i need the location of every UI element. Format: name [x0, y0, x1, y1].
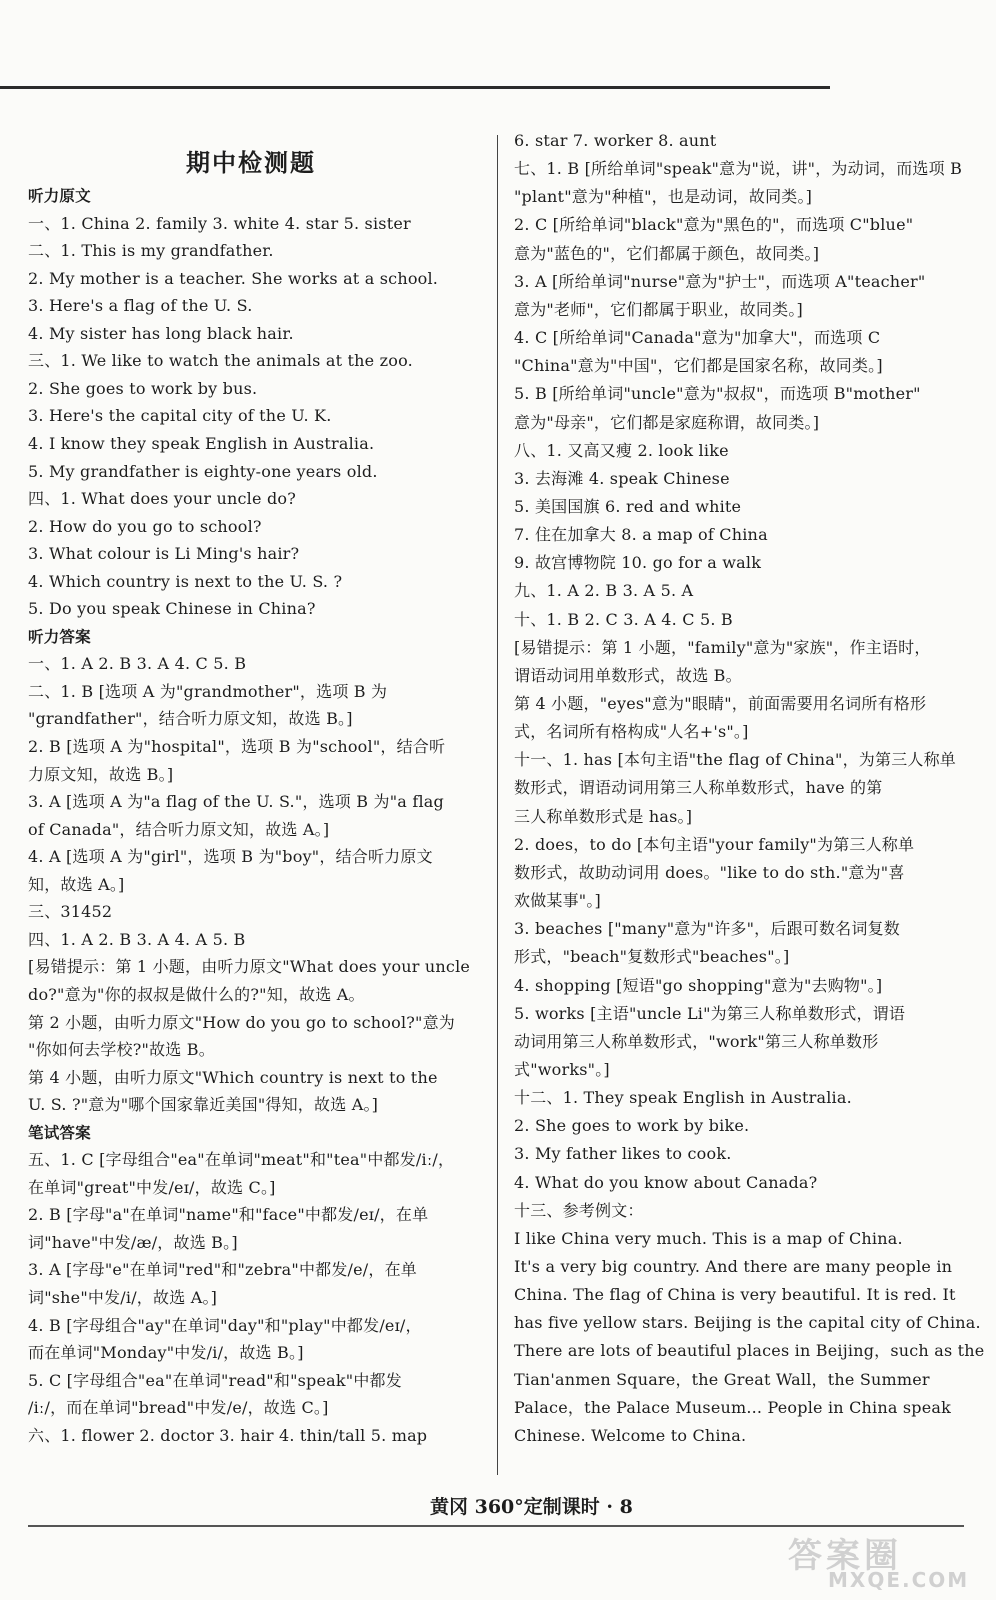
answer-line: 一、1. A 2. B 3. A 4. C 5. B [28, 654, 247, 674]
answer-line: 二、1. This is my grandfather. [28, 241, 274, 261]
answer-line: has five yellow stars. Beijing is the capital city of China. [514, 1313, 981, 1333]
answer-line: There are lots of beautiful places in Beijing，such as the [514, 1341, 985, 1361]
answer-line: 2. B [选项 A 为"hospital"，选项 B 为"school"，结合听 [28, 737, 446, 756]
answer-line: 四、1. A 2. B 3. A 4. A 5. B [28, 929, 246, 949]
answer-line: 第 2 小题，由听力原文"How do you go to school?"意为 [28, 1012, 456, 1032]
section-heading: 听力答案 [28, 627, 91, 646]
answer-line: 4. A [选项 A 为"girl"，选项 B 为"boy"，结合听力原文 [28, 847, 433, 867]
answer-line: U. S. ?"意为"哪个国家靠近美国"得知，故选 A。] [28, 1095, 379, 1115]
answer-line: 五、1. C [字母组合"ea"在单词"meat"和"tea"中都发/iː/， [28, 1150, 455, 1170]
answer-line: 2. She goes to work by bus. [28, 378, 258, 398]
answer-line: 3. A [字母"e"在单词"red"和"zebra"中都发/e/，在单 [28, 1260, 417, 1280]
answer-line: 5. C [字母组合"ea"在单词"read"和"speak"中都发 [28, 1370, 402, 1390]
answer-line: It's a very big country. And there are many people in [514, 1257, 953, 1276]
watermark-main: 答案圈 [788, 1536, 902, 1576]
answer-line: 七、1. B [所给单词"speak"意为"说，讲"，为动词，而选项 B [514, 159, 963, 179]
answer-line: do?"意为"你的叔叔是做什么的?"知，故选 A。 [28, 984, 365, 1004]
answer-line: 4. C [所给单词"Canada"意为"加拿大"，而选项 C [514, 328, 881, 348]
answer-line: 4. Which country is next to the U. S. ? [28, 571, 343, 591]
answer-line: "China"意为"中国"，它们都是国家名称，故同类。] [514, 356, 883, 376]
watermark-sub: MXQE.COM [828, 1568, 970, 1592]
page-title: 期中检测题 [186, 149, 316, 177]
answer-line: 六、1. flower 2. doctor 3. hair 4. thin/tall 5. map [28, 1425, 428, 1445]
answer-line: 三人称单数形式是 has。] [514, 806, 693, 826]
answer-line: 2. How do you go to school? [28, 516, 262, 536]
answer-line: 2. She goes to work by bike. [514, 1116, 750, 1136]
answer-line: 第 4 小题，由听力原文"Which country is next to the [28, 1067, 438, 1087]
answer-line: 2. My mother is a teacher. She works at a school. [28, 268, 439, 288]
answer-line: 4. I know they speak English in Australia. [28, 433, 375, 453]
answer-line: [易错提示：第 1 小题，由听力原文"What does your uncle [28, 957, 471, 977]
answer-line: China. The flag of China is very beautiful. It is red. It [514, 1285, 956, 1305]
answer-line: Chinese. Welcome to China. [514, 1425, 747, 1445]
answer-line: 形式，"beach"复数形式"beaches"。] [514, 947, 790, 967]
answer-line: 5. works [主语"uncle Li"为第三人称单数形式，谓语 [514, 1003, 906, 1023]
answer-line: 2. B [字母"a"在单词"name"和"face"中都发/eɪ/，在单 [28, 1205, 429, 1225]
answer-line: 4. B [字母组合"ay"在单词"day"和"play"中都发/eɪ/， [28, 1315, 422, 1335]
answer-line: 词"have"中发/æ/，故选 B。] [28, 1232, 238, 1252]
answer-line: 式，名词所有格构成"人名+'s"。] [514, 722, 749, 742]
answer-line: Palace，the Palace Museum... People in China speak [514, 1397, 952, 1417]
answer-line: 3. beaches ["many"意为"许多"，后跟可数名词复数 [514, 919, 900, 939]
answer-line: 三、1. We like to watch the animals at the zoo. [28, 351, 413, 371]
answer-line: "你如何去学校?"故选 B。 [28, 1040, 215, 1060]
answer-line: 4. shopping [短语"go shopping"意为"去购物"。] [514, 975, 883, 995]
answer-line: of Canada"，结合听力原文知，故选 A。] [28, 819, 330, 839]
answer-line: 第 4 小题，"eyes"意为"眼睛"，前面需要用名词所有格形 [514, 694, 927, 713]
answer-line: 3. A [选项 A 为"a flag of the U. S."，选项 B 为"a flag [28, 792, 444, 812]
answer-line: 4. What do you know about Canada? [514, 1172, 818, 1192]
answer-line: 式"works"。] [514, 1059, 610, 1079]
answer-line: 十一、1. has [本句主语"the flag of China"，为第三人称单 [514, 750, 956, 770]
answer-line: 5. Do you speak Chinese in China? [28, 599, 316, 619]
answer-line: 谓语动词用单数形式，故选 B。 [514, 665, 742, 685]
answer-line: 3. A [所给单词"nurse"意为"护士"，而选项 A"teacher" [514, 271, 926, 291]
answer-line: 词"she"中发/i/，故选 A。] [28, 1288, 218, 1307]
answer-line: 数形式，故助动词用 does。"like to do sth."意为"喜 [514, 862, 905, 882]
answer-line: 九、1. A 2. B 3. A 5. A [514, 581, 694, 601]
answer-line: 三、31452 [28, 902, 113, 922]
answer-line: 3. Here's the capital city of the U. K. [28, 406, 332, 426]
column-divider [497, 135, 498, 1475]
answer-line: 5. 美国国旗 6. red and white [514, 496, 742, 516]
answer-line: 3. What colour is Li Ming's hair? [28, 544, 300, 564]
answer-line: 欢做某事"。] [514, 891, 602, 911]
answer-line: 知，故选 A。] [28, 874, 125, 894]
answer-line: [易错提示：第 1 小题，"family"意为"家族"，作主语时， [514, 637, 931, 657]
answer-line: 二、1. B [选项 A 为"grandmother"，选项 B 为 [28, 681, 388, 701]
answer-line: 2. C [所给单词"black"意为"黑色的"，而选项 C"blue" [514, 215, 914, 235]
answer-line: 9. 故宫博物院 10. go for a walk [514, 553, 762, 573]
answer-line: 十、1. B 2. C 3. A 4. C 5. B [514, 609, 733, 629]
answer-line: 5. B [所给单词"uncle"意为"叔叔"，而选项 B"mother" [514, 384, 921, 404]
answer-line: 十三、参考例文： [514, 1200, 644, 1220]
footer-rule [28, 1525, 964, 1527]
answer-line: 四、1. What does your uncle do? [28, 489, 297, 509]
answer-line: 意为"母亲"，它们都是家庭称谓，故同类。] [514, 412, 820, 432]
watermark-logo [788, 1528, 988, 1592]
answer-line: 八、1. 又高又瘦 2. look like [514, 440, 729, 460]
answer-line: "grandfather"，结合听力原文知，故选 B。] [28, 709, 353, 729]
answer-line: 意为"蓝色的"，它们都属于颜色，故同类。] [514, 243, 820, 263]
answer-line: Tian'anmen Square，the Great Wall，the Summer [514, 1369, 930, 1389]
answer-line: 3. My father likes to cook. [514, 1144, 732, 1164]
answer-line: 十二、1. They speak English in Australia. [514, 1088, 852, 1108]
answer-line: 数形式，谓语动词用第三人称单数形式，have 的第 [514, 778, 883, 798]
answer-line: I like China very much. This is a map of China. [514, 1228, 903, 1248]
answer-line: 5. My grandfather is eighty-one years old. [28, 461, 378, 481]
answer-line: 4. My sister has long black hair. [28, 323, 294, 343]
section-heading: 笔试答案 [28, 1123, 91, 1142]
answer-line: 2. does，to do [本句主语"your family"为第三人称单 [514, 834, 915, 854]
answer-line: /iː/，而在单词"bread"中发/e/，故选 C。] [28, 1398, 329, 1418]
section-heading: 听力原文 [28, 187, 91, 205]
answer-line: 动词用第三人称单数形式，"work"第三人称单数形 [514, 1031, 879, 1051]
answer-line: 力原文知，故选 B。] [28, 764, 174, 784]
top-rule [0, 86, 830, 89]
answer-line: "plant"意为"种植"，也是动词，故同类。] [514, 187, 813, 207]
page-footer: 黄冈 360°定制课时 · 8 [430, 1496, 633, 1518]
answer-line: 意为"老师"，它们都属于职业，故同类。] [514, 299, 803, 319]
answer-line: 3. Here's a flag of the U. S. [28, 296, 253, 316]
answer-line: 在单词"great"中发/eɪ/，故选 C。] [28, 1177, 276, 1197]
answer-line: 6. star 7. worker 8. aunt [514, 131, 717, 150]
answer-line: 而在单词"Monday"中发/i/，故选 B。] [28, 1343, 304, 1363]
answer-line: 3. 去海滩 4. speak Chinese [514, 468, 730, 488]
answer-line: 7. 住在加拿大 8. a map of China [514, 525, 768, 545]
answer-line: 一、1. China 2. family 3. white 4. star 5. sister [28, 213, 411, 233]
